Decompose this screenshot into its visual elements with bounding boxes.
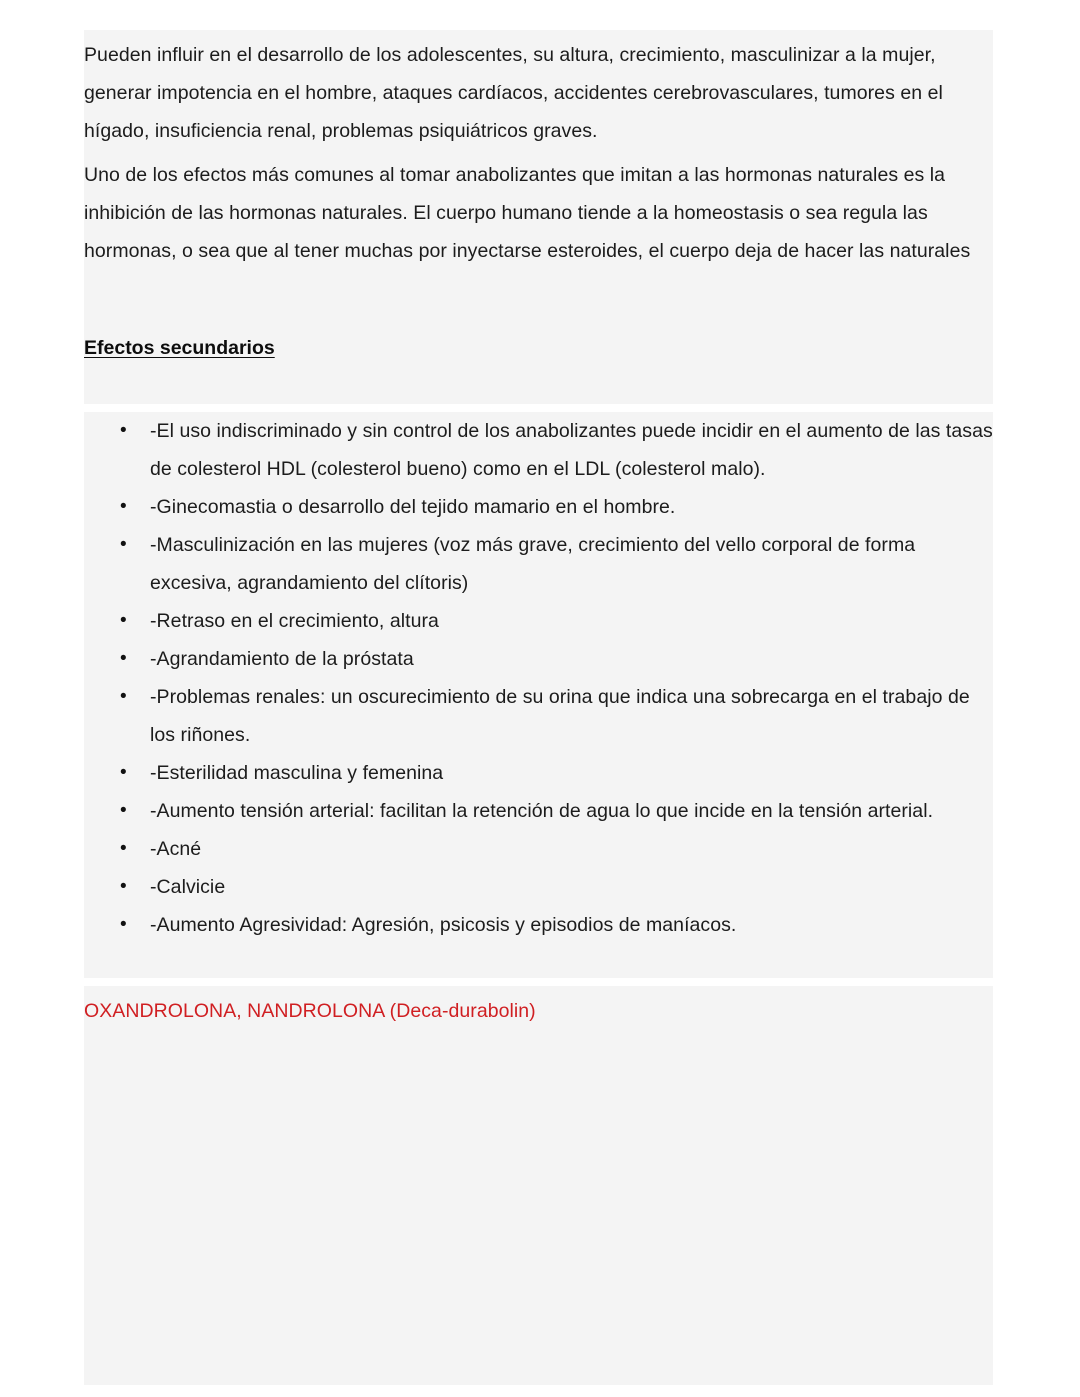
list-item-text: -Masculinización en las mujeres (voz más grave, crecimiento del vello corporal de forma excesiva, agrandamiento del clítoris) xyxy=(150,534,916,594)
bullet-marker-icon: • xyxy=(120,914,127,935)
list-item xyxy=(84,906,993,944)
intro-content-block xyxy=(84,30,993,404)
list-item xyxy=(84,868,993,906)
list-item-text: -Aumento tensión arterial: facilitan la retención de agua lo que incide en la tensión arterial. xyxy=(150,800,934,822)
list-item-text: -Acné xyxy=(150,838,202,860)
intro-paragraph-2: Uno de los efectos más comunes al tomar anabolizantes que imitan a las hormonas naturales es la inhibición de las hormonas naturales. El cuerpo humano tiende a la homeostasis o sea regula las hormonas, o sea que al tener muchas por inyectarse esteroides, el cuerpo deja de hacer las naturales xyxy=(84,164,971,262)
list-item xyxy=(84,602,993,640)
list-item-text: -Esterilidad masculina y femenina xyxy=(150,762,444,784)
side-effects-list-block xyxy=(84,412,993,978)
list-item-text: -Agrandamiento de la próstata xyxy=(150,648,414,670)
list-item-text: -El uso indiscriminado y sin control de los anabolizantes puede incidir en el aumento de las tasas de colesterol HDL (colesterol bueno) como en el LDL (colesterol malo). xyxy=(150,420,993,480)
bullet-marker-icon: • xyxy=(120,800,127,821)
list-item-text: -Ginecomastia o desarrollo del tejido mamario en el hombre. xyxy=(150,496,676,518)
footer-content-block xyxy=(84,986,993,1385)
list-item-text: -Calvicie xyxy=(150,876,226,898)
list-item-text: -Retraso en el crecimiento, altura xyxy=(150,610,439,632)
list-item xyxy=(84,754,993,792)
bullet-marker-icon: • xyxy=(120,610,127,631)
intro-paragraph-1: Pueden influir en el desarrollo de los adolescentes, su altura, crecimiento, masculinizar a la mujer, generar impotencia en el hombre, ataques cardíacos, accidentes cerebrovasculares, tumores en el hígado, insuficiencia renal, problemas psiquiátricos graves. xyxy=(84,44,943,142)
bullet-marker-icon: • xyxy=(120,496,127,517)
list-item-text: -Problemas renales: un oscurecimiento de su orina que indica una sobrecarga en el trabajo de los riñones. xyxy=(150,686,970,746)
list-item xyxy=(84,792,993,830)
drug-names-line: OXANDROLONA, NANDROLONA (Deca-durabolin) xyxy=(84,1000,536,1022)
list-item-text: -Aumento Agresividad: Agresión, psicosis y episodios de maníacos. xyxy=(150,914,737,936)
side-effects-list xyxy=(84,412,993,944)
list-item xyxy=(84,830,993,868)
bullet-marker-icon: • xyxy=(120,686,127,707)
list-item xyxy=(84,678,993,754)
list-item xyxy=(84,412,993,488)
list-item xyxy=(84,526,993,602)
list-item xyxy=(84,488,993,526)
bullet-marker-icon: • xyxy=(120,838,127,859)
section-heading-text: Efectos secundarios xyxy=(84,337,275,359)
list-item xyxy=(84,640,993,678)
section-heading-efectos-secundarios xyxy=(84,274,993,367)
bullet-marker-icon: • xyxy=(120,420,127,441)
bullet-marker-icon: • xyxy=(120,762,127,783)
bullet-marker-icon: • xyxy=(120,534,127,555)
bullet-marker-icon: • xyxy=(120,648,127,669)
bullet-marker-icon: • xyxy=(120,876,127,897)
